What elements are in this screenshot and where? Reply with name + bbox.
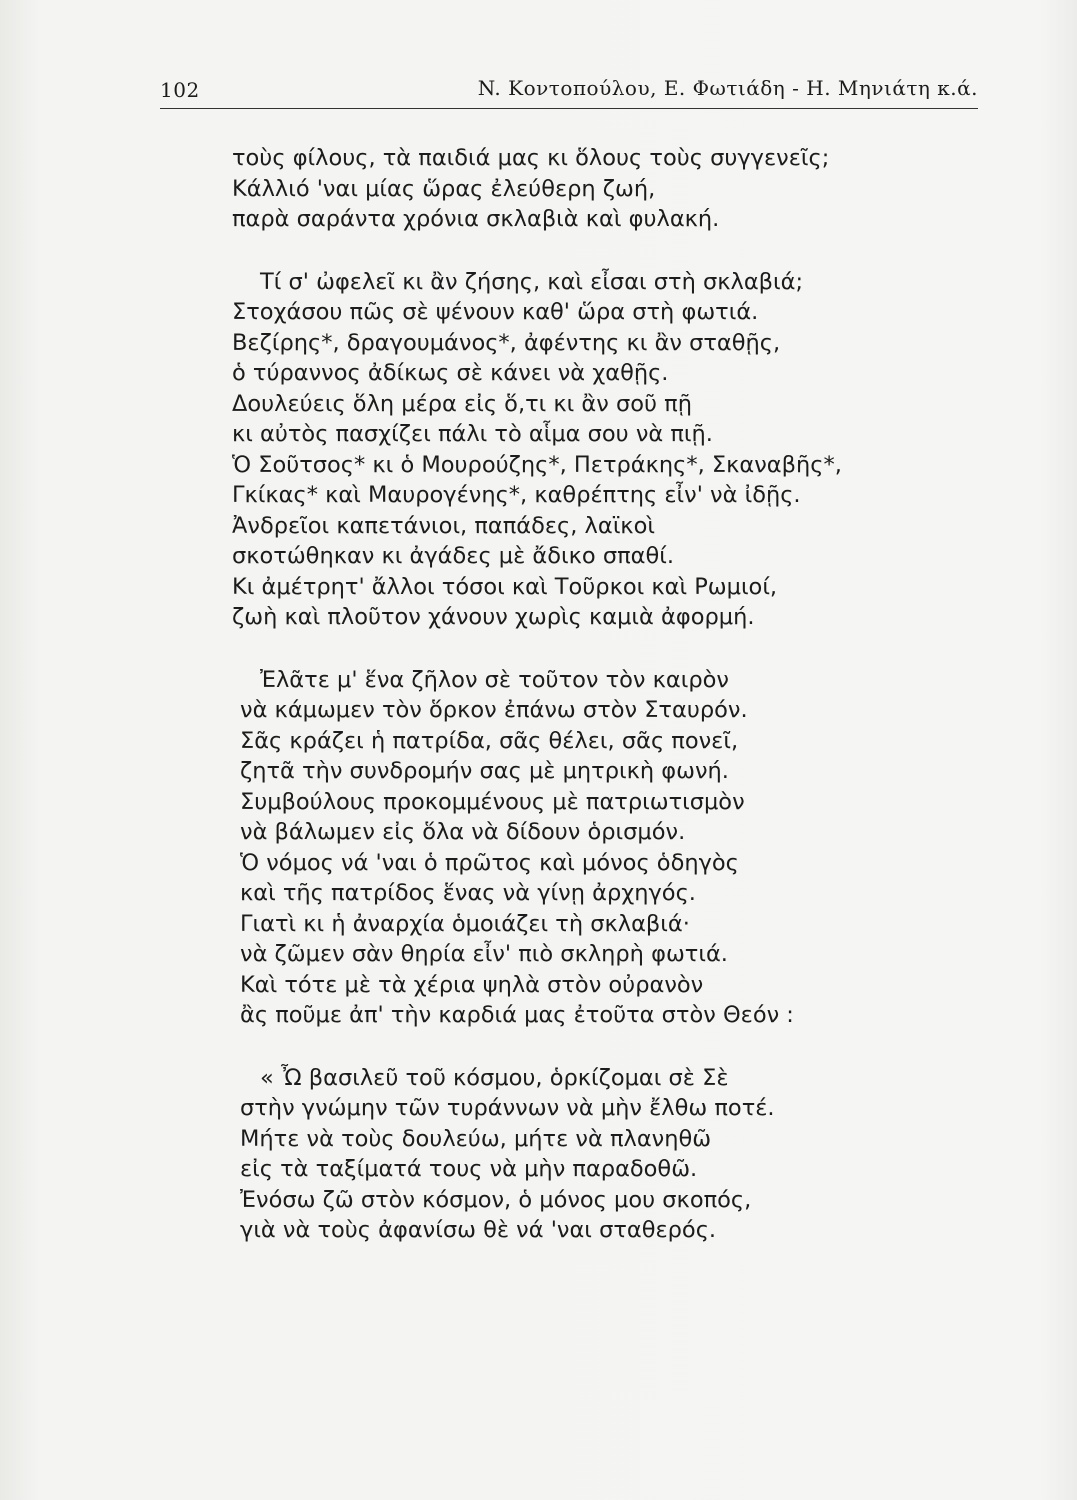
verse-line: στὴν γνώμην τῶν τυράννων νὰ μὴν ἔλθω ποτέ. [240,1095,775,1121]
verse-line: Ἀνδρεῖοι καπετάνιοι, παπάδες, λαϊκοὶ [232,512,655,539]
stanza [232,1063,932,1246]
verse-line: Στοχάσου πῶς σὲ ψένουν καθ' ὥρα στὴ φωτιά. [232,299,759,325]
verse-line: Ὁ νόμος νά 'ναι ὁ πρῶτος καὶ μόνος ὁδηγὸς [240,849,739,876]
verse-line: Μήτε νὰ τοὺς δουλεύω, μήτε νὰ πλανηθῶ [240,1125,712,1152]
verse-line: Καὶ τότε μὲ τὰ χέρια ψηλὰ στὸν οὐρανὸν [240,971,704,998]
verse-line: Κι ἀμέτρητ' ἄλλοι τόσοι καὶ Τοῦρκοι καὶ Ρωμιοί, [232,573,778,600]
verse-line: Ὁ Σοῦτσος* κι ὁ Μουρούζης*, Πετράκης*, Σκαναβῆς*, [232,451,842,478]
running-head: N. Κοντοπούλου, Ε. Φωτιάδη - Η. Μηνιάτη κ.ά. [477,76,978,100]
verse-line: Κάλλιό 'ναι μίας ὥρας ἐλεύθερη ζωή, [232,175,656,202]
verse-line: σκοτώθηκαν κι ἀγάδες μὲ ἄδικο σπαθί. [232,543,674,569]
verse-line: νὰ βάλωμεν εἰς ὅλα νὰ δίδουν ὁρισμόν. [240,819,686,845]
verse-line: ὁ τύραννος ἀδίκως σὲ κάνει νὰ χαθῇς. [232,360,669,386]
verse-line: γιὰ νὰ τοὺς ἀφανίσω θὲ νά 'ναι σταθερός. [240,1217,717,1243]
verse-line: παρὰ σαράντα χρόνια σκλαβιὰ καὶ φυλακή. [232,206,720,232]
verse-line: Συμβούλους προκομμένους μὲ πατριωτισμὸν [240,788,745,815]
verse-line: ἂς ποῦμε ἀπ' τὴν καρδιά μας ἐτοῦτα στὸν Θεόν : [240,1002,794,1028]
page-header [160,68,978,109]
poem-text [232,143,932,1246]
verse-line: Ἐλᾶτε μ' ἕνα ζῆλον σὲ τοῦτον τὸν καιρὸν [260,666,729,693]
verse-line: Γιατὶ κι ἡ ἀναρχία ὁμοιάζει τὴ σκλαβιά· [240,910,690,937]
verse-line: ζωὴ καὶ πλοῦτον χάνουν χωρὶς καμιὰ ἀφορμή. [232,604,755,630]
stanza [232,143,932,235]
verse-line: Δουλεύεις ὅλη μέρα εἰς ὅ,τι κι ἂν σοῦ πῇ [232,390,692,417]
verse-line: νὰ κάμωμεν τὸν ὅρκον ἐπάνω στὸν Σταυρόν. [240,697,748,723]
verse-line: εἰς τὰ ταξίματά τους νὰ μὴν παραδοθῶ. [240,1156,698,1182]
stanza [232,665,932,1031]
stanza [232,267,932,633]
verse-line: Ἐνόσω ζῶ στὸν κόσμον, ὁ μόνος μου σκοπός, [240,1186,752,1213]
verse-line: Τί σ' ὠφελεῖ κι ἂν ζήσης, καὶ εἶσαι στὴ σκλαβιά; [260,268,804,295]
verse-line: Βεζίρης*, δραγουμάνος*, ἀφέντης κι ἂν σταθῇς, [232,329,781,356]
verse-line: « Ὦ βασιλεῦ τοῦ κόσμου, ὁρκίζομαι σὲ Σὲ [260,1064,729,1091]
verse-line: νὰ ζῶμεν σὰν θηρία εἶν' πιὸ σκληρὴ φωτιά. [240,941,728,967]
verse-line: Σᾶς κράζει ἡ πατρίδα, σᾶς θέλει, σᾶς πονεῖ, [240,727,739,754]
verse-line: Γκίκας* καὶ Μαυρογένης*, καθρέπτης εἶν' νὰ ἰδῇς. [232,482,801,508]
verse-line: κι αὐτὸς πασχίζει πάλι τὸ αἷμα σου νὰ πιῇ. [232,421,713,447]
page-number: 102 [160,78,200,102]
verse-line: καὶ τῆς πατρίδος ἕνας νὰ γίνῃ ἀρχηγός. [240,880,696,906]
verse-line: ζητᾶ τὴν συνδρομήν σας μὲ μητρικὴ φωνή. [240,758,729,784]
verse-line: τοὺς φίλους, τὰ παιδιά μας κι ὅλους τοὺς συγγενεῖς; [232,145,830,171]
